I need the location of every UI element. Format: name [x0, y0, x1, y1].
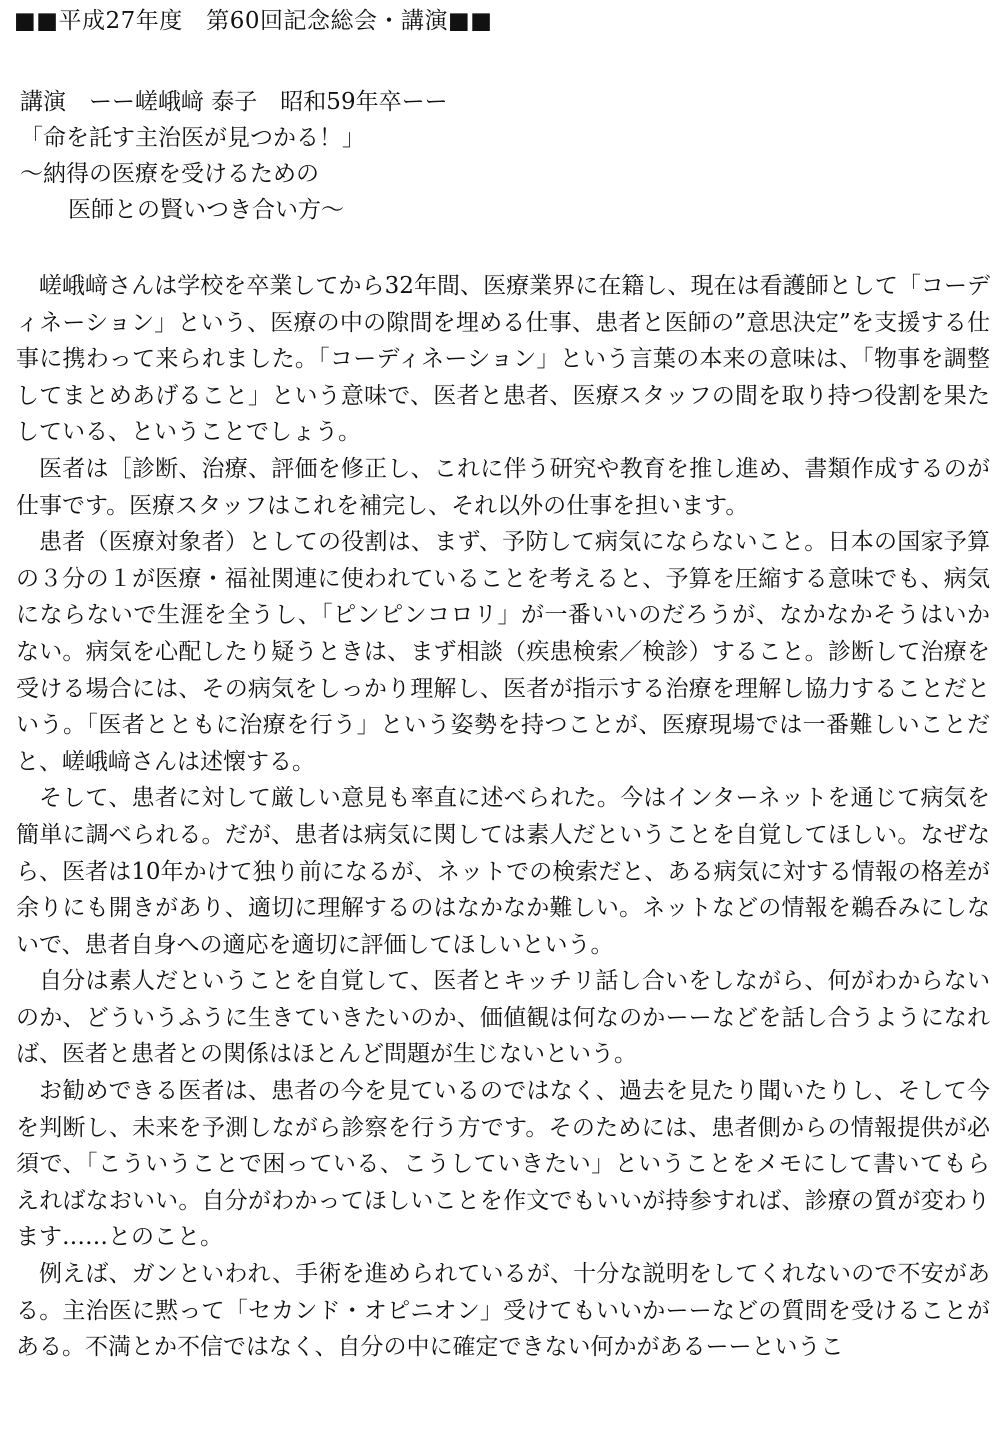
paragraph: 医者は［診断、治療、評価を修正し、これに伴う研究や教育を推し進め、書類作成するのが仕事です。医療スタッフはこれを補完し、それ以外の仕事を担います。 [16, 455, 990, 519]
lecture-subtitle-1: ～納得の医療を受けるための [20, 161, 319, 187]
paragraph: お勧めできる医者は、患者の今を見ているのではなく、過去を見たり聞いたりし、そして今を判断し、未来を予測しながら診察を行う方です。そのためには、患者側からの情報提供が必須で、「こういうことで困っている、こうしていきたい」ということをメモにして書いてもらえればなおいい。自分がわかってほしいことを作文でもいいが持参すれば、診療の質が変わります……とのこと。 [16, 1078, 991, 1251]
paragraph: 嵯峨﨑さんは学校を卒業してから32年間、医療業界に在籍し、現在は看護師として「コーディネーション」という、医療の中の隙間を埋める仕事、患者と医師の”意思決定”を支援する仕事に携わって来られました。「コーディネーション」という言葉の本来の意味は、「物事を調整してまとめあげること」という意味で、医者と患者、医療スタッフの間を取り持つ役割を果たしている、ということでしょう。 [16, 273, 990, 446]
paragraph: 患者（医療対象者）としての役割は、まず、予防して病気にならないこと。日本の国家予算の３分の１が医療・福祉関連に使われていることを考えると、予算を圧縮する意味でも、病気にならないで生涯を全うし、「ピンピンコロリ」が一番いいのだろうが、なかなかそうはいかない。病気を心配したり疑うときは、まず相談（疾患検索／検診）すること。診断して治療を受ける場合には、その病気をしっかり理解し、医者が指示する治療を理解し協力することだという。「医者とともに治療を行う」という姿勢を持つことが、医療現場では一番難しいことだと、嵯峨﨑さんは述懐する。 [16, 529, 991, 775]
paragraph: そして、患者に対して厳しい意見も率直に述べられた。今はインターネットを通じて病気を簡単に調べられる。だが、患者は病気に関しては素人だということを自覚してほしい。なぜなら、医者は10年かけて独り前になるが、ネットでの検索だと、ある病気に対する情報の格差が余りにも開きがあり、適切に理解するのはなかなか難しい。ネットなどの情報を鵜呑みにしないで、患者自身への適応を適切に評価してほしいという。 [16, 785, 991, 958]
lecture-subtitle-2: 医師との賢いつき合い方～ [68, 197, 344, 223]
article-body [16, 268, 990, 1366]
lecture-title: 「命を託す主治医が見つかる！」 [20, 125, 365, 151]
speaker-line: 講演 ーー嵯峨﨑 泰子 昭和59年卒ーー [20, 89, 448, 115]
page-header: ■■平成27年度 第60回記念総会・講演■■ [14, 8, 493, 34]
paragraph: 例えば、ガンといわれ、手術を進められているが、十分な説明をしてくれないので不安がある。主治医に黙って「セカンド・オピニオン」受けてもいいかーーなどの質問を受けることがある。不満とか不信ではなく、自分の中に確定できない何かがあるーーというこ [16, 1261, 990, 1361]
lecture-info [20, 84, 448, 228]
document-page [12, 0, 992, 1431]
paragraph: 自分は素人だということを自覚して、医者とキッチリ話し合いをしながら、何がわからないのか、どういうふうに生きていきたいのか、価値観は何なのかーーなどを話し合うようになれば、医者と患者との関係はほとんど問題が生じないという。 [16, 968, 991, 1068]
